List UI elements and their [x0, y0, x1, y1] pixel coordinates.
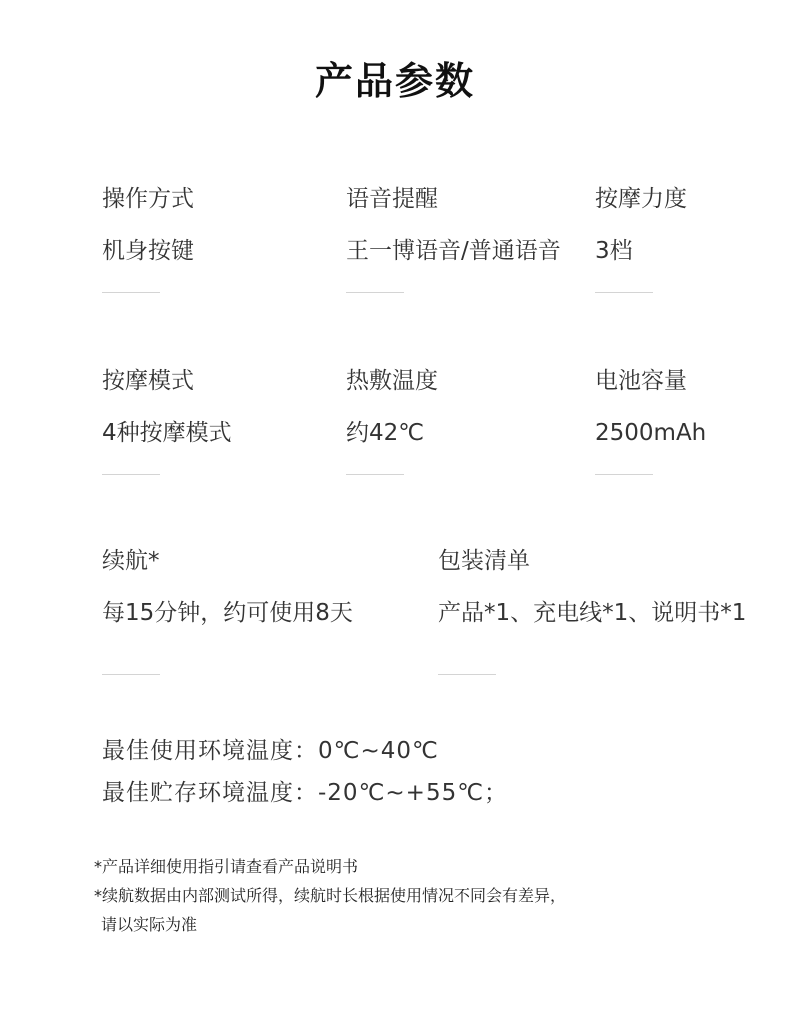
param-value: 2500mAh — [595, 420, 707, 446]
param-value: 4种按摩模式 — [102, 420, 232, 446]
param-label: 按摩力度 — [595, 186, 687, 212]
footnote-battery: *续航数据由内部测试所得，续航时长根据使用情况不同会有差异， — [94, 886, 567, 905]
param-value: 王一博语音/普通语音 — [346, 238, 561, 264]
param-value: 约42℃ — [346, 420, 425, 446]
divider — [595, 474, 653, 475]
divider — [346, 474, 404, 475]
param-package-list — [438, 546, 746, 675]
divider — [438, 674, 496, 675]
param-value: 产品*1、充电线*1、说明书*1 — [438, 600, 747, 626]
param-label: 操作方式 — [102, 186, 194, 212]
param-label: 按摩模式 — [102, 368, 194, 394]
param-heat-temperature — [346, 366, 438, 475]
param-voice-reminder — [346, 184, 561, 293]
param-operation-mode — [102, 184, 194, 293]
param-massage-mode — [102, 366, 232, 475]
param-label: 热敷温度 — [346, 368, 438, 394]
param-battery-life — [102, 546, 353, 675]
footnote-battery-cont: 请以实际为准 — [101, 915, 198, 934]
use-temperature: 最佳使用环境温度：0℃~40℃ — [102, 738, 439, 764]
param-value: 3档 — [595, 238, 633, 264]
footnote-manual: *产品详细使用指引请查看产品说明书 — [94, 857, 359, 876]
param-label: 包装清单 — [438, 548, 530, 574]
divider — [346, 292, 404, 293]
param-value: 每15分钟，约可使用8天 — [102, 600, 353, 626]
page-title: 产品参数 — [314, 59, 475, 103]
param-value: 机身按键 — [102, 238, 194, 264]
param-massage-intensity — [595, 184, 687, 293]
divider — [102, 674, 160, 675]
divider — [102, 292, 160, 293]
divider — [595, 292, 653, 293]
param-label: 语音提醒 — [346, 186, 438, 212]
storage-temperature: 最佳贮存环境温度：-20℃~+55℃； — [102, 780, 509, 806]
param-label: 续航* — [102, 548, 160, 574]
param-label: 电池容量 — [595, 368, 687, 394]
param-battery-capacity — [595, 366, 706, 475]
divider — [102, 474, 160, 475]
environment-section — [102, 730, 508, 814]
footnotes — [94, 852, 566, 939]
